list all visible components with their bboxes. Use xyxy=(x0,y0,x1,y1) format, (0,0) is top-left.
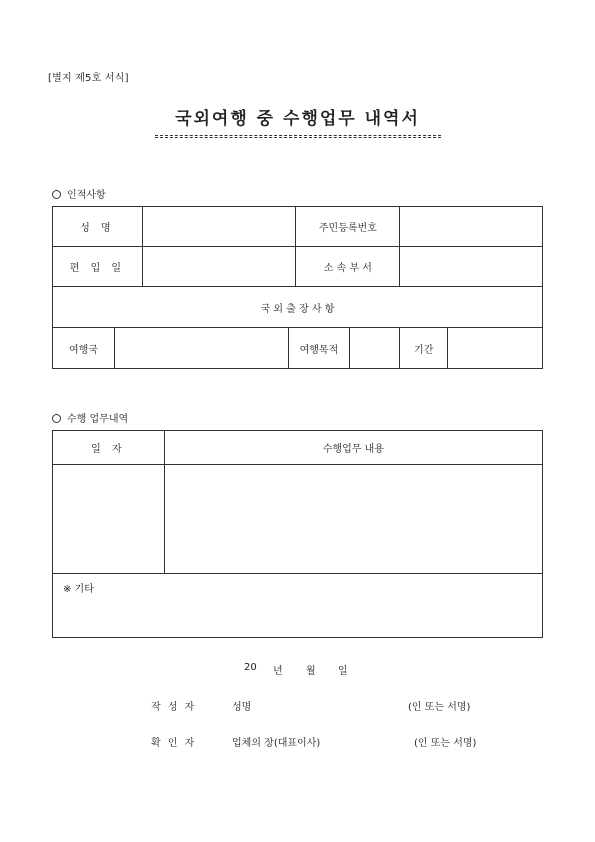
duties-table xyxy=(52,430,543,638)
date-day-label: 일 xyxy=(338,666,348,677)
name-field[interactable] xyxy=(142,207,296,247)
enroll-date-label: 편 입 일 xyxy=(53,247,143,287)
document-title: 국외여행 중 수행업무 내역서 xyxy=(175,109,420,129)
resident-number-field[interactable] xyxy=(400,207,543,247)
department-label: 소 속 부 서 xyxy=(296,247,400,287)
circle-bullet-icon xyxy=(52,414,61,423)
writer-name-label: 성명 xyxy=(232,702,252,713)
writer-seal-label: (인 또는 서명) xyxy=(408,702,471,713)
resident-number-label: 주민등록번호 xyxy=(296,207,400,247)
travel-period-field[interactable] xyxy=(448,328,543,369)
section-personal-info-label: 인적사항 xyxy=(67,190,106,201)
writer-label: 작 성 자 xyxy=(151,702,197,713)
date-month-label: 월 xyxy=(306,666,316,677)
section-duties-heading xyxy=(52,410,128,425)
duty-content-column-header: 수행업무 내용 xyxy=(164,431,542,465)
date-year-label: 년 xyxy=(273,666,283,677)
section-personal-info-heading xyxy=(52,186,106,201)
confirmer-seal-label: (인 또는 서명) xyxy=(414,738,477,749)
confirmer-label: 확 인 자 xyxy=(151,738,197,749)
confirmer-name-label: 업체의 장(대표이사) xyxy=(232,738,321,749)
travel-country-label: 여행국 xyxy=(53,328,115,369)
enroll-date-field[interactable] xyxy=(142,247,296,287)
etc-field[interactable] xyxy=(53,574,543,638)
travel-purpose-label: 여행목적 xyxy=(288,328,350,369)
section-duties-label: 수행 업무내역 xyxy=(67,414,129,425)
travel-country-field[interactable] xyxy=(114,328,288,369)
etc-label: ※ 기타 xyxy=(63,584,94,595)
form-number-label: [별지 제5호 서식] xyxy=(48,73,129,84)
overseas-trip-header: 국 외 출 장 사 항 xyxy=(53,287,543,328)
date-year-prefix: 20 xyxy=(244,662,257,673)
circle-bullet-icon xyxy=(52,190,61,199)
duty-content-field[interactable] xyxy=(164,465,542,574)
name-label: 성 명 xyxy=(53,207,143,247)
date-column-header: 일 자 xyxy=(53,431,165,465)
title-underline xyxy=(155,135,441,138)
duty-date-field[interactable] xyxy=(53,465,165,574)
travel-period-label: 기간 xyxy=(400,328,448,369)
travel-purpose-field[interactable] xyxy=(350,328,400,369)
department-field[interactable] xyxy=(400,247,543,287)
personal-info-table xyxy=(52,206,543,369)
